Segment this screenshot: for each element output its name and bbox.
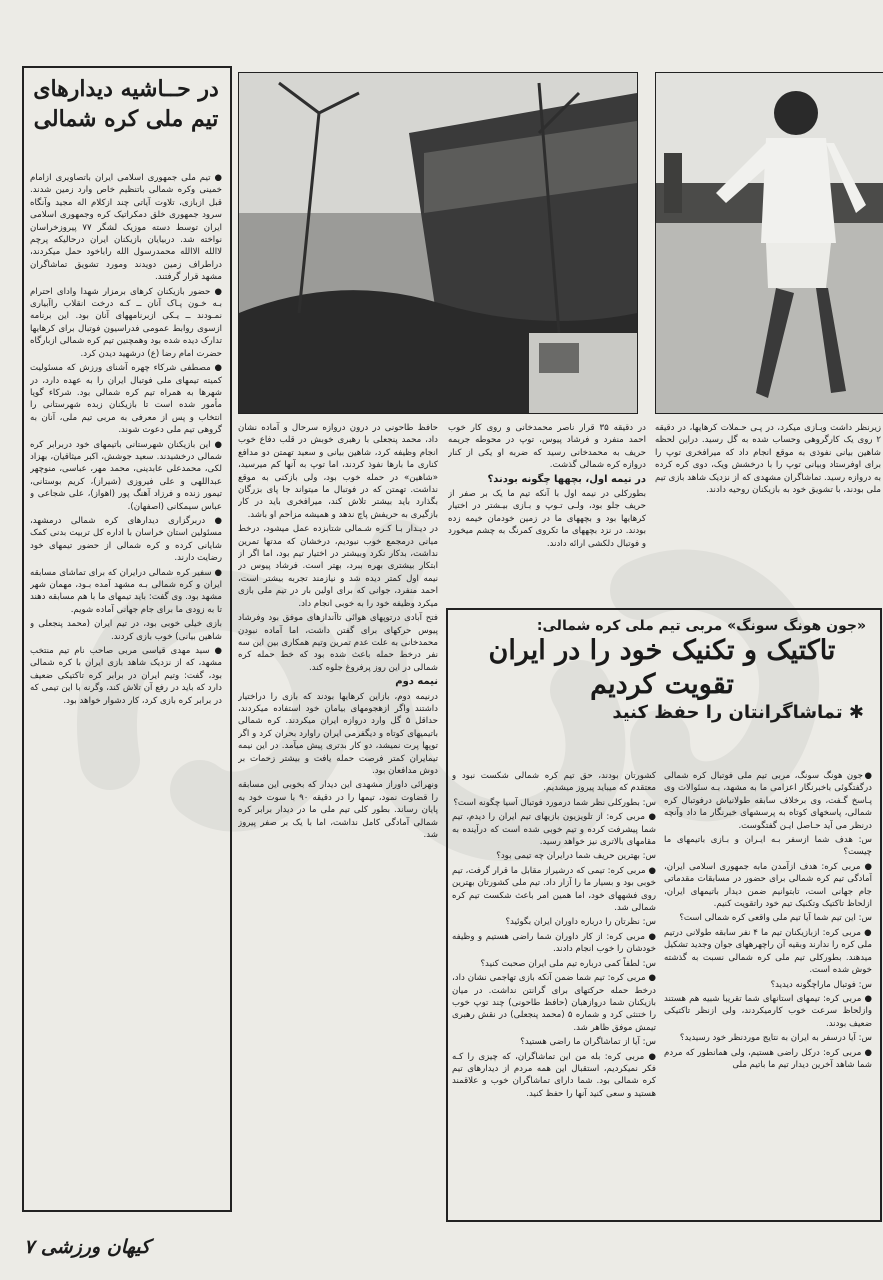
interview-para: س: هدف شما ازسفر بـه ایـران و بـازی باتیمهای ما چیست؟ xyxy=(664,835,872,858)
sidebar-para: ● این بازیکنان شهرستانی باتیمهای خود دربرابر کره شمالی درخشیدند. سعید جوشش، اکبر میثاقیان، بهزاد لکی، محمدعلی عابدینی، محمد مهر، عباسی، منوچهر عبداللهی و علی فیروزی (شیراز)، کریم بوستانی، تیمور زنده و فرزاد آهنگ پور (اهواز)، علی شجاعی و عباس سیمکانی (اصفهان). xyxy=(30,439,222,512)
sidebar-para: ● تیم ملی جمهوری اسلامی ایران باتصاویری ازامام خمینی وکره شمالی باتنظیم خاص وارد زمین شدند. قبل ازبازی، تلاوت آیاتی چند ازکلام اله مجید وآنگاه سرود جمهوری خلق دمکراتیک کره وجمهوری اسلامی ایران توسط دسته موزیک لشگر ۷۷ پیروزخراسان نواخته شد. دربیایان بازیکنان ایران درحالیکه پرچم لاالله الاالله محمدرسول الله راباخود حمل میکردند، دراطراف زمین دویدند ومورد تشویق تماشاگران مشهد قرار گرفتند. xyxy=(30,173,222,283)
sidebar-para: ● حضور بازیکنان کرهای برمزار شهدا وادای احترام بـه خـون پـاک آنان ــ کـه درخت انقلاب راآبیاری نمـودند ــ یـکی ازبرنامههای آنان بود. این برنامه ازسوی روابط عمومی فدراسیون فوتبال برای کرهایها تدارک دیده شده بود وهمچنین تیم کره شمالی ازبارگاه حضرت امام رضا (ع) درشهید دیدن کرد. xyxy=(30,286,222,359)
star-icon: ✱ xyxy=(848,702,864,723)
interview-header xyxy=(450,612,874,772)
interview-para: س: آیا درسفر به ایران به نتایج موردنظر خود رسیدید؟ xyxy=(679,1033,872,1044)
interview-para: ● مربی کره: تیم شما ضمن آنکه بازی تهاجمی نشان داد، درخط حمله حرکتهای برای گرانتن نداشت. در میان بازیکنان شما دروازهبان (حافظ طاحونی) چند توپ خوب را ختنثی کرد و شماره ۵ (محمد پنجعلی) در نقش رهبری تیمش موفق ظاهر شد. xyxy=(452,973,656,1033)
interview-para: ● مربی کره: از کار داوران شما راضی هستیم و وظیفه خودشان را خوب انجام دادند. xyxy=(452,931,656,955)
interview-para: س: آیا از تماشاگران ما راضی هستید؟ xyxy=(520,1037,656,1048)
match-report-center xyxy=(238,422,438,1220)
center-para: در دیـدار بـا کـره شـمالی شتابزده عمل میشود، درخط میانی درمجمع خوب نبودیم، درخشان که مدتها تمرین نداشت، بدکار نکرد وبیشتر در اختیار تیم بود، اما اگر از ابتکار بیشتری بهره ببرد، بهتر است. فرشاد پیوس در نیمه اول کمتر دیده شد و نیازمند تجربه بیشتر است، احمد منفرد، جوانی که برای اولین بار در تیم ملی بازی میکرد وظیفه خود را به خوبی انجام داد. xyxy=(238,524,438,609)
magazine-footer xyxy=(24,1236,224,1258)
interview-para: ● مربی کره: بله من این تماشاگران، که چیزی را کـه فکر نمیکردیم، استقبال این همه مردم از دیدارهای تیم کره شمالی بود. شما دارای تماشاگران خوب و علاقمند هستید و سعی کنید آنها را حفظ کنید. xyxy=(452,1051,656,1099)
interview-left-col xyxy=(452,770,656,1212)
center-para: درنیمه دوم، بازاین کرهایها بودند که بازی را دراختیار داشتند واگر ازهجومهای بیامان خود استفاده میکردند، حداقل ۵ گل وارد دروازه ایران میکردند. کره شمالی باتیمیهای کوتاه و دیگفرمی ایران راوارد بحران کرد و اگر توپها پرت نمیشد، دو کار بدتری پیش میآمد. در این نیمه تیمایران کمتر فرصت حمله یافت و بیشتر زحمات بر دوش مدافعان بود. xyxy=(238,691,438,776)
interview-para: ● مربی کره: تیمهای استانهای شما تقریبا شبیه هم هستند وازلحاظ سرعت خوب کارمیکردند، ولی ازنظر تاکتیکی ضعیف بودند. xyxy=(664,993,872,1029)
interview-para: س: لطفاً کمی درباره تیم ملی ایران صحبت کنید؟ xyxy=(480,958,656,969)
match-report-intro: در دقیقه ۳۵ قرار ناصر محمدخانی و روی کار خوب احمد منفرد و فرشاد پیوس، توپ در محوطه جریمه حریف به محمدخانی رسید که ضربه او یکی از کنار دروازه کره شمالی گذشت. xyxy=(448,423,646,471)
match-report-text: زیرنظر داشت وبـازی میکرد، در پـی حـملات کرهایها، در دقیقه ۲ روی یک کارگروهی وحساب شده به گل رسید. دراین لحظه شاهین بیانی نفوذی به موقع انجام داد که میرافخری توپ را برای اوفرستاد وبیانی توپ را با درخشش ویک، دوی کره کرده به دروازه رسید. تماشاگران مشهدی که از نزدیک شاهد بازی تیم ملی بودند، با تشویق خود به بازیکنان روحیه دادند. xyxy=(655,423,881,496)
first-half-heading: در نیمه اول، بچهها چگونه بودند؟ xyxy=(487,473,646,485)
interview-para: س: این تیم شما آیا تیم ملی واقعی کره شمالی است؟ xyxy=(679,913,872,924)
interview-para: ●جون هونگ سونگ، مربی تیم ملی فوتبال کره شمالی درگفتگوئی باخبرنگار اعزامی ما به مشهد، بـه سئوالات وی پـاسخ گـفت، وی برخلاف سابقه طولانیاش درفوتبال کره شمالی، پاسخهای کوتاه به پرسشهای خبرنگار ما داد وآنچه درنظر می آید حـاصل ایـن گفتگوست. xyxy=(664,771,872,831)
second-half-heading: نیمه دوم xyxy=(395,676,438,688)
center-para: ونهرائی داوراز مشهدی این دیدار که بخوبی این مسابقه را قضاوت نمود، تیمها را در دقیقه ۹۰ با سوت خود به پایان رساند. بطور کلی تیم ملی ما در دیدار برابر کره شمالی آمادگی کامل نداشت، اما با یک بر صفر پیروز شد. xyxy=(238,780,438,840)
interview-para: س: بطورکلی نظر شما درمورد فوتبال آسیا چگونه است؟ xyxy=(453,797,656,808)
interview-para: ● مربی کره: هدف ازآمدن مابه جمهوری اسلامی ایران، آمادگی تیم کره شمالی برای حضور در مسابقات مقدماتی جام جهانی است، تابتوانیم ضمن دیدار باتیمهای ایران، ازلحاظ تاکتیک وتکنیک تیم خود راتقویت کنیم. xyxy=(664,861,872,910)
match-report-middle xyxy=(448,422,646,600)
interview-right-col xyxy=(664,770,872,1212)
center-para: حافظ طاحونی در درون دروازه سرحال و آماده نشان داد، محمد پنجعلی با رهبری خوبش در قلب دفاع خوب انجام وظیفه کرد، شاهین بیانی و سعید تهمتن دو مدافع کناری ما بارها نفوذ کردند، اما توپ به آنها کم میرسید، «شاهین» در حمله خوب بود، ولی بازکنی به موقع نداشت. تهمتن که در فوتبال ما میتواند جا پای بزرگان بگذارد باید بیشتر تلاش کند، میرافخری باید در کار بازگیری به حریفش پاچ ندهد و همیشه مزاحم او باشد. xyxy=(238,423,438,520)
interview-para: س: فوتبال ماراچگونه دیدید؟ xyxy=(770,979,872,990)
interview-subtitle xyxy=(450,702,874,723)
sidebar-para: ● مصطفی شرکاء چهره آشنای ورزش که مسئولیت کمیته تیمهای ملی فوتبال ایران را به عهده دارد، در شهرها به همراه تیم کره شمالی بود. شرکاء گویا مأمور شده است تا بازیکنان زبده شهرستانی را انتخاب و پس از معرفی به مربی تیم ملی، آنان به گروهی تیم ملی دعوت شوند. xyxy=(30,363,222,436)
match-report-right xyxy=(655,422,881,602)
interview-subtitle-text: تماشاگرانتان را حفظ کنید xyxy=(612,702,843,723)
interview-kicker: «جون هونگ سونگ» مربی تیم ملی کره شمالی: xyxy=(536,618,866,634)
sidebar-para: ● دربرگزاری دیدارهای کره شمالی درمشهد، مسئولین استان خراسان با اداره کل تربیت بدنی کمک شایانی کرده و کره شمالی از حضور تیمهای خود رضایت دارند. xyxy=(30,515,222,564)
player-photo xyxy=(655,72,883,414)
center-para: فتح آبادی درتوپهای هوائی تاآندازهای موفق بود وفرشاد پیوس حرکهای برای گفتن داشت، اما آماده نبودن محمدخانی به علت عدم تمرین وتیم همکاری بین این سه نفر درخط حمله باعث شده بود که خط حمله کره شمالی در این روز پرفروغ جلوه کند. xyxy=(238,613,438,673)
sidebar-para: ● سید مهدی قیاسی مربی صاحب نام تیم منتخب مشهد، که از نزدیک شاهد بازی ایران با کره شمالی بود، گفت: وتیم ایران در برابر کره تاکتیکی ضعیف دارد که باید در رفع آن تلاش کند، وگرنه با این تیمی که در برابر کره بازی کرد، کار دشوار خواهد بود. xyxy=(30,646,222,706)
stadium-crowd-image xyxy=(239,73,637,413)
interview-para: ● مربی کره: ازبازیکنان تیم ما ۴ نفر سابقه طولانی درتیم ملی کره را ندارند وبقیه آن راچهرههای جوان وجدید تشکیل میدهند. بطورکلی تیم ملی کره شمالی نسبت به گذشته خوش شده است. xyxy=(664,927,872,976)
interview-para: س: نظرتان را درباره داوران ایران بگوئید؟ xyxy=(505,917,656,928)
sidebar-para: ● سفیر کره شمالی درایران که برای تماشای مسابقه ایران و کره شمالی بـه مشهد آمده بـود، مهمان شهر مشهد بود. وی گفت: باید تیمهای ما با هم مسابقه دهند تا به زودی ما برای جام جهانی آماده شویم. xyxy=(30,567,222,615)
stadium-crowd-photo xyxy=(238,72,638,414)
sidebar-text xyxy=(30,172,222,1204)
player-image xyxy=(656,73,883,413)
interview-para: کشورتان بودند، حق تیم کره شمالی شکست نبود و معتقدم که میباید پیروز میشدیم. xyxy=(452,771,656,794)
page-number: ۷ xyxy=(24,1236,35,1258)
magazine-name: کیهان ورزشی xyxy=(40,1236,151,1258)
sidebar-para: بازی خیلی خوبی بود، در تیم ایران (محمد پنجعلی و شاهین بیانی) خوب بازی کردند. xyxy=(30,619,222,642)
interview-para: ● مربی کره: از تلویزیون بازیهای تیم ایران را دیدم، تیم شما پیشرفت کرده و تیم خوبی شده است که درآینده به مقامهای بالاتری نیز خواهد رسید. xyxy=(452,812,656,848)
interview-title: تاکتیک و تکنیک خود را در ایران تقویت کردیم xyxy=(488,635,836,700)
interview-para: ● مربی کره: تیمی که درشیراز مقابل ما قرار گرفت، تیم خوبی بود و بسیار ما را آزار داد. تیم ملی کشورتان بهترین روی فشههای خود، اما همین امر باعث شکست تیم کره شمالی شد. xyxy=(452,865,656,914)
interview-para: س: بهترین حریف شما درایران چه تیمی بود؟ xyxy=(496,851,656,862)
interview-para: ● مربی کره: درکل راضی هستیم، ولی همانطور که مردم شما شاهد آخرین دیدار تیم ما باتیم ملی xyxy=(664,1047,872,1070)
sidebar-title: در حــاشیه دیدارهای تیم ملی کره شمالی xyxy=(33,76,219,132)
first-half-text: بطورکلی در نیمه اول با آنکه تیم ما یک بر صفر از حریف جلو بود، ولـی تـوپ و بـازی بیـشتر در اختیار کرهایها بود و بچههای ما در زمین خودمان خیمه زده بودند. در نزد بچههای ما تکروی کمرنگ به چشم میخورد و فوتبال دلکشی ارائه دادند. xyxy=(448,489,646,549)
